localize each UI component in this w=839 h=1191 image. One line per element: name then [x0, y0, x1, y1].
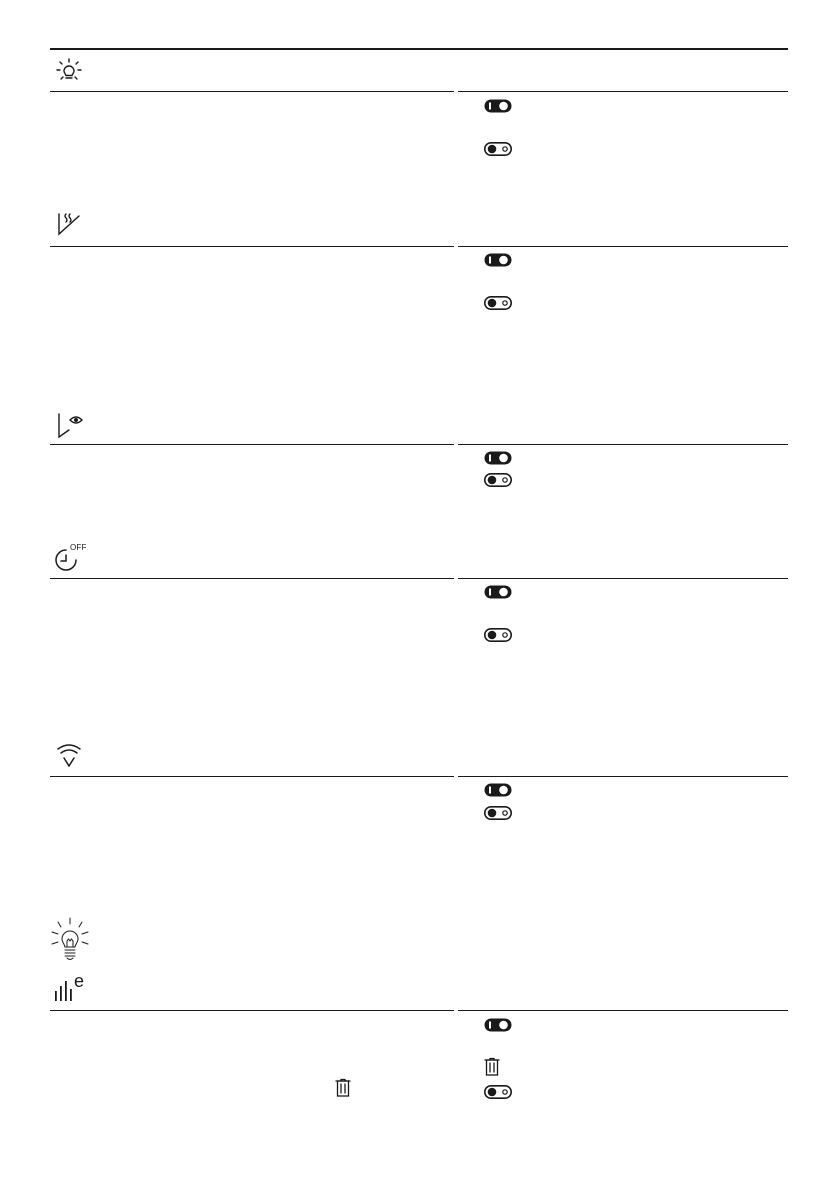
section-1-bottom-rule-right: [458, 246, 788, 247]
light-bulb-outline-icon: [54, 58, 84, 84]
section-1-toggle-on-icon: [484, 99, 512, 113]
section-6-toggle-on-icon: [484, 1018, 512, 1032]
section-1-toggle-off-icon: [484, 142, 512, 156]
section-2-toggle-off-icon: [484, 296, 512, 310]
header-bottom-rule-right: [458, 91, 788, 92]
section-4-toggle-off-icon: [484, 628, 512, 642]
section-5-bottom-rule-right: [458, 1010, 788, 1011]
trash-icon-inline: [335, 1078, 351, 1097]
section-2-bottom-rule-left: [50, 444, 454, 445]
heat-wave-angle-icon: [56, 212, 82, 236]
trash-icon: [484, 1057, 500, 1076]
section-3-toggle-on-icon: [484, 451, 512, 465]
section-5-bottom-rule-left: [50, 1010, 454, 1011]
section-1-bottom-rule-left: [50, 246, 454, 247]
section-3-toggle-off-icon: [484, 473, 512, 487]
section-5-toggle-on-icon: [484, 783, 512, 797]
timer-off-icon: [54, 544, 88, 572]
section-3-bottom-rule-left: [50, 578, 454, 579]
section-4-bottom-rule-right: [458, 776, 788, 777]
section-4-toggle-on-icon: [484, 585, 512, 599]
energy-bars-e-icon: [54, 971, 90, 1003]
section-6-toggle-off-icon: [484, 1085, 512, 1099]
eye-angle-icon: [56, 413, 86, 439]
wifi-v-icon: [56, 743, 82, 769]
header-top-rule: [50, 48, 788, 50]
section-2-bottom-rule-right: [458, 444, 788, 445]
energy-letter: e: [74, 971, 85, 991]
section-4-bottom-rule-left: [50, 776, 454, 777]
section-2-toggle-on-icon: [484, 253, 512, 267]
off-badge-label: OFF: [70, 543, 87, 552]
idea-bulb-icon: [50, 917, 90, 963]
section-5-toggle-off-icon: [484, 806, 512, 820]
section-3-bottom-rule-right: [458, 578, 788, 579]
header-bottom-rule-left: [50, 91, 454, 92]
